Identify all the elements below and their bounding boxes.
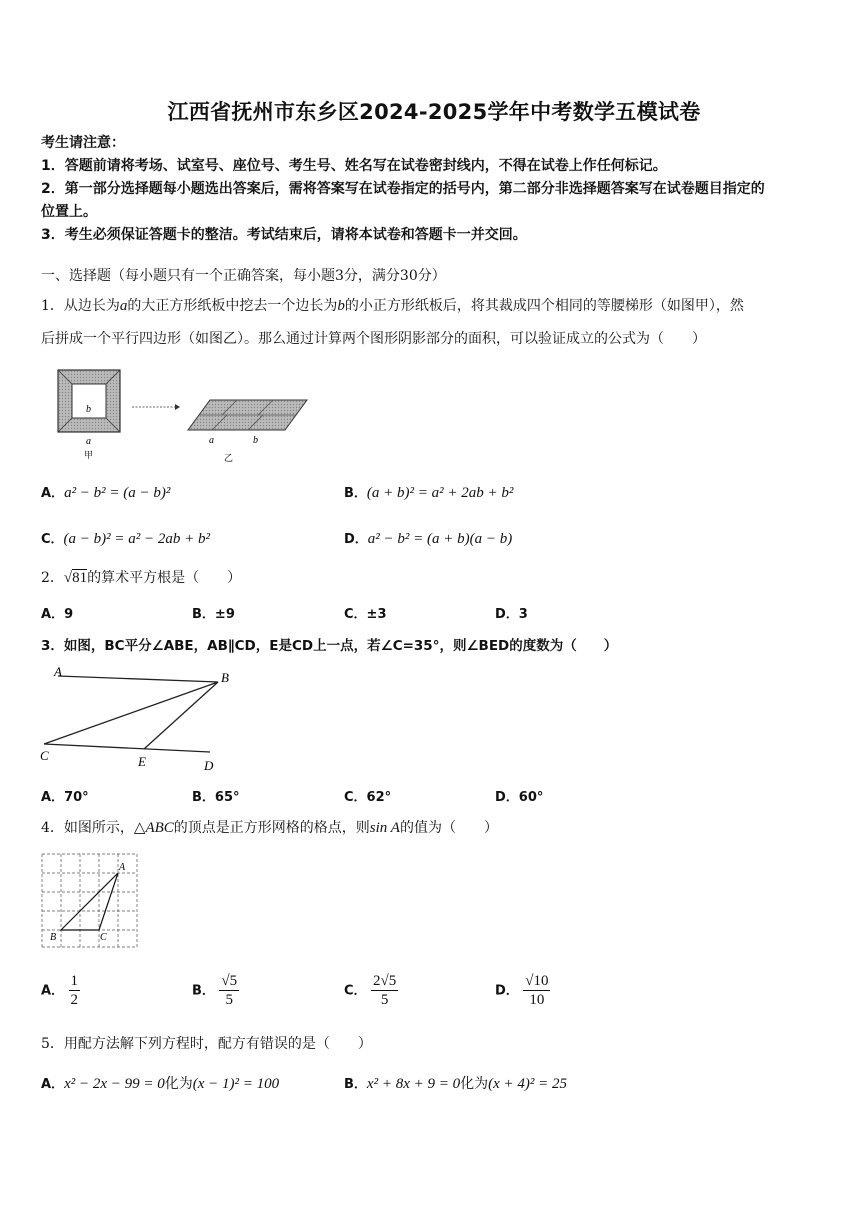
triangle-abc <box>61 873 118 930</box>
line-be <box>144 682 218 749</box>
point-c: C <box>40 748 49 763</box>
q2-option-a: A．9 <box>41 607 74 622</box>
notice-item-2-cont: 位置上。 <box>41 204 97 220</box>
grid-point-b: B <box>50 932 57 943</box>
q3-option-a: A．70° <box>41 790 89 805</box>
q1-option-c: C．(a − b)² = a² − 2ab + b² <box>41 531 211 547</box>
q2-option-c: C．±3 <box>344 607 387 622</box>
q1-var-b: b <box>337 298 345 314</box>
notice-heading: 考生请注意： <box>41 135 125 151</box>
section-heading: 一、选择题（每小题只有一个正确答案，每小题3分，满分30分） <box>41 268 446 284</box>
q1-var-a: a <box>119 298 128 314</box>
q3-option-c: C．62° <box>344 790 392 805</box>
q1-option-d: D．a² − b² = (a + b)(a − b) <box>344 531 513 547</box>
q4-grid-figure <box>40 852 140 950</box>
q1-option-a: A．a² − b² = (a − b)² <box>41 485 171 501</box>
q3-option-d: D．60° <box>495 790 544 805</box>
q1-text-a: 1．从边长为 <box>41 298 120 314</box>
q4-sin: sin A <box>369 820 400 836</box>
q4-option-b: B． $\frac{√5}{5}$ <box>192 973 238 1008</box>
q5-stem: 5．用配方法解下列方程时，配方有错误的是（ ） <box>41 1036 372 1052</box>
fig-label-b: b <box>86 404 91 415</box>
q1-stem-line2: 后拼成一个平行四边形（如图乙）。那么通过计算两个图形阴影部分的面积，可以验证成立的公式为（ ） <box>41 331 706 347</box>
page-title: 江西省抚州市东乡区2024-2025学年中考数学五模试卷 <box>167 100 701 124</box>
sqrt-icon: √ <box>63 570 73 586</box>
line-cd <box>44 744 210 752</box>
notice-item-3: 3．考生必须保证答题卡的整洁。考试结束后，请将本试卷和答题卡一并交回。 <box>41 227 527 243</box>
q2-option-d: D．3 <box>495 607 528 622</box>
q1-text-c: 的小正方形纸板后，将其裁成四个相同的等腰梯形（如图甲），然 <box>344 298 744 314</box>
parallelogram <box>188 400 307 430</box>
q5-option-a: A．x² − 2x − 99 = 0化为(x − 1)² = 100 <box>41 1076 280 1092</box>
line-bc <box>44 682 218 744</box>
fig-label-yi: 乙 <box>224 453 234 463</box>
q4-triangle: △ABC <box>133 820 174 836</box>
q1-stem-line1 <box>41 296 744 316</box>
q1-text-b: 的大正方形纸板中挖去一个边长为 <box>127 298 338 314</box>
notice-item-1: 1．答题前请将考场、试室号、座位号、考生号、姓名写在试卷密封线内，不得在试卷上作任何标记。 <box>41 158 667 174</box>
q1-option-b: B．(a + b)² = a² + 2ab + b² <box>344 485 514 501</box>
q4-option-a: A． $\frac{1}{2}$ <box>41 973 79 1008</box>
fig-label-a2: a <box>209 435 214 446</box>
arrow-head-icon <box>175 404 180 410</box>
fig-label-jia: 甲 <box>84 450 94 460</box>
fig-label-b2: b <box>253 435 258 446</box>
fig-label-a: a <box>86 436 91 447</box>
line-ab <box>58 676 218 682</box>
q5-option-b: B．x² + 8x + 9 = 0化为(x + 4)² = 25 <box>344 1076 567 1092</box>
q4-stem: 4．如图所示，△ABC的顶点是正方形网格的格点，则sin A的值为（ ） <box>41 820 498 836</box>
point-a: A <box>54 664 62 679</box>
q1-figure <box>52 364 317 466</box>
point-b: B <box>221 670 229 685</box>
grid-point-a: A <box>119 862 126 873</box>
notice-block <box>41 132 765 247</box>
q3-stem: 3．如图，BC平分∠ABE，AB∥CD，E是CD上一点，若∠C=35°，则∠BED的度数为（ ） <box>41 638 618 654</box>
grid-point-c: C <box>100 932 107 943</box>
q2-radicand: 81 <box>72 570 88 586</box>
square-with-hole <box>58 370 120 432</box>
q2-option-b: B．±9 <box>192 607 235 622</box>
q2-stem: 2．√81的算术平方根是（ ） <box>41 570 242 586</box>
notice-item-2: 2．第一部分选择题每小题选出答案后，需将答案写在试卷指定的括号内，第二部分非选择题答案写在试卷题目指定的 <box>41 181 765 197</box>
q4-option-d: D． $\frac{√10}{10}$ <box>495 973 549 1008</box>
q3-option-b: B．65° <box>192 790 240 805</box>
q3-figure <box>38 662 238 774</box>
point-e: E <box>138 754 146 769</box>
point-d: D <box>204 758 214 773</box>
q4-option-c: C． $\frac{2√5}{5}$ <box>344 973 397 1008</box>
